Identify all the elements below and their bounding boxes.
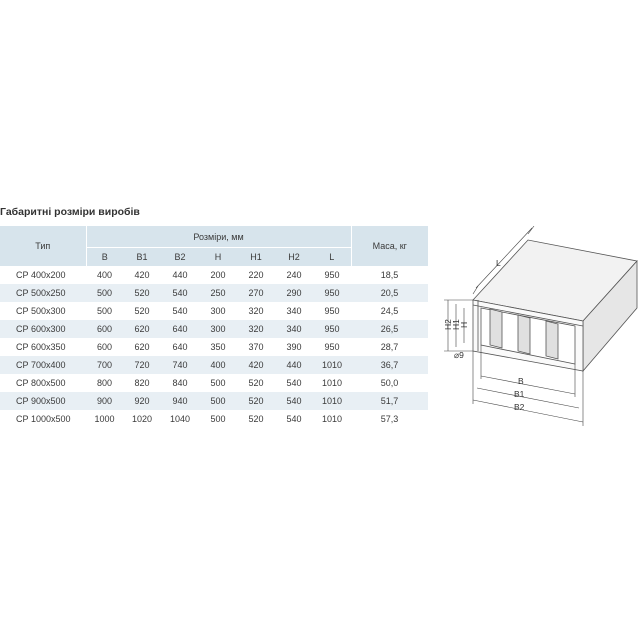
dimension-cell: 1020	[123, 410, 161, 428]
type-cell: СР 600х350	[0, 338, 86, 356]
table-row	[0, 320, 428, 338]
dimension-cell: 520	[237, 410, 275, 428]
dimension-cell: 600	[86, 320, 123, 338]
splitter-3	[546, 321, 558, 359]
dimension-cell: 440	[161, 266, 199, 284]
mass-cell: 24,5	[351, 302, 428, 320]
table-row	[0, 284, 428, 302]
dimension-cell: 400	[199, 356, 237, 374]
label-B1: B1	[514, 389, 525, 399]
dimension-cell: 740	[161, 356, 199, 374]
mass-header: Маса, кг	[351, 226, 428, 266]
dimension-cell: 220	[237, 266, 275, 284]
page-title: Габаритні розміри виробів	[0, 206, 140, 218]
column-header: B1	[123, 248, 161, 267]
dimension-cell: 950	[313, 320, 351, 338]
dim-B2-line	[473, 400, 583, 422]
table-row	[0, 374, 428, 392]
dimension-cell: 540	[161, 302, 199, 320]
dimension-cell: 620	[123, 338, 161, 356]
dimension-cell: 1010	[313, 356, 351, 374]
label-H: H	[459, 321, 469, 328]
type-cell: СР 700х400	[0, 356, 86, 374]
silencer-diagram	[440, 226, 640, 436]
type-cell: СР 800х500	[0, 374, 86, 392]
column-header: B	[86, 248, 123, 267]
dimensions-table	[0, 226, 428, 428]
label-hole: ⌀9	[454, 350, 464, 360]
mass-cell: 18,5	[351, 266, 428, 284]
dimension-cell: 270	[237, 284, 275, 302]
mass-cell: 36,7	[351, 356, 428, 374]
type-cell: СР 1000х500	[0, 410, 86, 428]
dimension-cell: 340	[275, 302, 313, 320]
column-header: H1	[237, 248, 275, 267]
mass-cell: 57,3	[351, 410, 428, 428]
dimension-cell: 300	[199, 320, 237, 338]
dimension-cell: 940	[161, 392, 199, 410]
dimension-cell: 440	[275, 356, 313, 374]
column-header: B2	[161, 248, 199, 267]
dimension-cell: 620	[123, 320, 161, 338]
mass-cell: 20,5	[351, 284, 428, 302]
dimension-cell: 500	[199, 410, 237, 428]
table-row	[0, 392, 428, 410]
dimension-cell: 1010	[313, 374, 351, 392]
type-cell: СР 400х200	[0, 266, 86, 284]
table-row	[0, 356, 428, 374]
dimension-cell: 1040	[161, 410, 199, 428]
mass-cell: 50,0	[351, 374, 428, 392]
dimension-cell: 200	[199, 266, 237, 284]
dimension-cell: 950	[313, 284, 351, 302]
dimension-cell: 320	[237, 302, 275, 320]
dimension-cell: 540	[275, 410, 313, 428]
label-B: B	[518, 376, 524, 386]
dimension-cell: 540	[161, 284, 199, 302]
dimension-cell: 1010	[313, 410, 351, 428]
label-B2: B2	[514, 402, 525, 412]
dimension-cell: 920	[123, 392, 161, 410]
column-header: H	[199, 248, 237, 267]
dimension-cell: 900	[86, 392, 123, 410]
splitter-2	[518, 315, 530, 354]
dimension-cell: 370	[237, 338, 275, 356]
dimension-cell: 250	[199, 284, 237, 302]
dimension-cell: 500	[199, 392, 237, 410]
table-body	[0, 266, 428, 428]
table-row	[0, 410, 428, 428]
dimension-cell: 1000	[86, 410, 123, 428]
dimension-cell: 700	[86, 356, 123, 374]
type-cell: СР 500х250	[0, 284, 86, 302]
table-row	[0, 338, 428, 356]
dimension-cell: 350	[199, 338, 237, 356]
dimension-cell: 950	[313, 266, 351, 284]
dimension-cell: 600	[86, 338, 123, 356]
type-cell: СР 600х300	[0, 320, 86, 338]
table-row	[0, 266, 428, 284]
mass-cell: 28,7	[351, 338, 428, 356]
dimension-cell: 500	[86, 302, 123, 320]
dimension-cell: 420	[123, 266, 161, 284]
dimension-cell: 540	[275, 392, 313, 410]
dimension-cell: 500	[86, 284, 123, 302]
dimension-cell: 240	[275, 266, 313, 284]
dimension-cell: 420	[237, 356, 275, 374]
column-header: L	[313, 248, 351, 267]
dimension-cell: 950	[313, 338, 351, 356]
column-header: H2	[275, 248, 313, 267]
dimension-cell: 520	[237, 374, 275, 392]
dimension-cell: 520	[237, 392, 275, 410]
dim-B1-line	[477, 388, 579, 408]
type-header: Тип	[0, 226, 86, 266]
type-cell: СР 500х300	[0, 302, 86, 320]
dimension-cell: 1010	[313, 392, 351, 410]
dimension-cell: 400	[86, 266, 123, 284]
dimension-cell: 820	[123, 374, 161, 392]
table-row	[0, 302, 428, 320]
dimension-cell: 320	[237, 320, 275, 338]
dimension-cell: 340	[275, 320, 313, 338]
splitter-1	[490, 309, 502, 348]
label-H1: H1	[451, 319, 461, 330]
dimension-cell: 520	[123, 302, 161, 320]
dimension-cell: 500	[199, 374, 237, 392]
mass-cell: 26,5	[351, 320, 428, 338]
dimension-cell: 720	[123, 356, 161, 374]
label-H2: H2	[443, 319, 453, 330]
dimension-cell: 640	[161, 320, 199, 338]
type-cell: СР 900х500	[0, 392, 86, 410]
label-L: L	[496, 258, 501, 268]
dimensions-group-header: Розміри, мм	[86, 226, 351, 248]
dimension-cell: 300	[199, 302, 237, 320]
dimension-cell: 290	[275, 284, 313, 302]
dimension-cell: 520	[123, 284, 161, 302]
dimension-cell: 950	[313, 302, 351, 320]
dimension-cell: 540	[275, 374, 313, 392]
dimension-cell: 640	[161, 338, 199, 356]
dimension-cell: 390	[275, 338, 313, 356]
dimension-cell: 800	[86, 374, 123, 392]
dimension-cell: 840	[161, 374, 199, 392]
mass-cell: 51,7	[351, 392, 428, 410]
